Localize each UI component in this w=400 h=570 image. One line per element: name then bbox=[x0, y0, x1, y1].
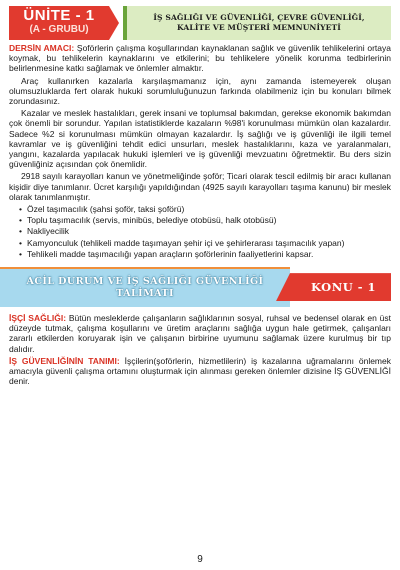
work-safety-heading: İŞ GÜVENLİĞİNİN TANIMI: bbox=[9, 355, 120, 366]
topic-badge bbox=[290, 267, 391, 307]
worker-health-text: Bütün mesleklerde çalışanların sağlıklarının sosyal, ruhsal ve bedensel olarak en üst düzeyde tutmak, çalışma koşullarını ve üretim araçlarını sağlığa uygun hale getirmek, çalışanları zararlı etkilerden koruyarak işin ve çalışanın birbirine uyumunu sağlamak üzere kurulmuş bir tıp dalıdır. bbox=[9, 313, 392, 354]
section-title-line2: TALİMATI bbox=[116, 288, 174, 300]
unit-group: (A - GRUBU) bbox=[29, 24, 89, 35]
unit-badge bbox=[9, 6, 109, 40]
list-item: • Kamyonculuk (tehlikeli madde taşımayan şehir içi ve şehirlerarası taşımacılık yapan) bbox=[19, 237, 345, 248]
driver-types-list bbox=[19, 204, 391, 259]
topic-label: KONU - 1 bbox=[310, 280, 377, 295]
subject-title-line2: KALİTE VE MÜŞTERİ MEMNUNİYETİ bbox=[177, 23, 341, 32]
subject-title-line1: İŞ SAĞLIĞI VE GÜVENLİĞİ, ÇEVRE GÜVENLİĞİ, bbox=[153, 13, 365, 22]
section-title bbox=[0, 267, 290, 307]
unit-header bbox=[9, 6, 391, 40]
paragraph-2 bbox=[9, 76, 391, 107]
course-aim-text: Şoförlerin çalışma koşullarından kaynaklanan sağlık ve güvenlik tehlikelerini ortaya koymak, bu tehlikelerin kaynaklarını ve etkilerini; bu tehlikelere yönelik korunma tedbirlerinin belirlenmesine katkı sağlamak ve önlemler almaktır. bbox=[9, 43, 391, 74]
worker-health-heading: İŞÇİ SAĞLIĞI: bbox=[9, 313, 67, 324]
work-safety-paragraph bbox=[9, 356, 391, 387]
paragraph-3-text: Kazalar ve meslek hastalıkları, gerek insani ve toplumsal bakımdan, gerekse ekonomik bakımdan çok önemli bir sorundur. Yapılan istatistiklerde kazaların %98'i korunulması mümkün olan kazalardır. Sadece %2 si korunulması mümkün olmayan kazalardır. İş sağlığı ve iş güvenliği ile ilgili temel kavramlar ve iş güvenliğini tehdit edici unsurları, meslek hastalıklarını, kaza ve yaralanmaları, yangını, kazalarda yapılacak hukuki işlemleri ve iş güvenliği mevzuatını öğretmektir. Bu ders sizin güvenliğiniz açısından çok önemlidir. bbox=[9, 108, 391, 170]
list-item: • Toplu taşımacılık (servis, minibüs, belediye otobüsü, halk otobüsü) bbox=[19, 215, 277, 226]
list-item: • Tehlikeli madde taşımacılığı yapan araçların şoförlerinin faaliyetlerini kapsar. bbox=[19, 248, 314, 259]
unit-title: ÜNİTE - 1 bbox=[23, 7, 95, 24]
section-title-line1: ACİL DURUM VE İŞ SAĞLIĞI GÜVENLİĞİ bbox=[26, 276, 264, 288]
paragraph-3 bbox=[9, 108, 391, 169]
course-aim-paragraph bbox=[9, 43, 391, 74]
unit-subject-title bbox=[123, 6, 391, 40]
paragraph-4-text: 2918 sayılı karayolları kanun ve yönetmeliğinde şoför; Ticari olarak tescil edilmiş bir aracı kullanan kişidir diye tanımlanır. Ücret karşılığı yapıldığından (4925 sayılı karayolları taşıma kanunu) bir meslek olarak tanımlanmıştır. bbox=[9, 171, 391, 202]
list-item: • Nakliyecilik bbox=[19, 226, 70, 237]
paragraph-4 bbox=[9, 171, 391, 202]
paragraph-2-text: Araç kullanırken kazalarla karşılaşmamanız için, aynı zamanda istemeyerek oluşan olumsuzluklarda fert olarak hukuki sorumluluğunuzun farkında olabilmeniz için bu konuları bilmek zorundasınız. bbox=[9, 75, 391, 107]
course-aim-heading: DERSİN AMACI: bbox=[9, 43, 75, 53]
page-number: 9 bbox=[197, 554, 203, 565]
work-safety-text: İşçilerin(şoförlerin, hizmetlilerin) iş kazalarına uğramalarını önlemek amacıyla güvenli çalışma ortamını oluşturmak için alınması gereken önlemler dizisine İŞ GÜVENLİĞİ denir. bbox=[9, 355, 391, 387]
worker-health-paragraph bbox=[9, 313, 391, 354]
section-banner bbox=[0, 267, 391, 307]
list-item: • Özel taşımacılık (şahsi şoför, taksi şoförü) bbox=[19, 204, 185, 215]
